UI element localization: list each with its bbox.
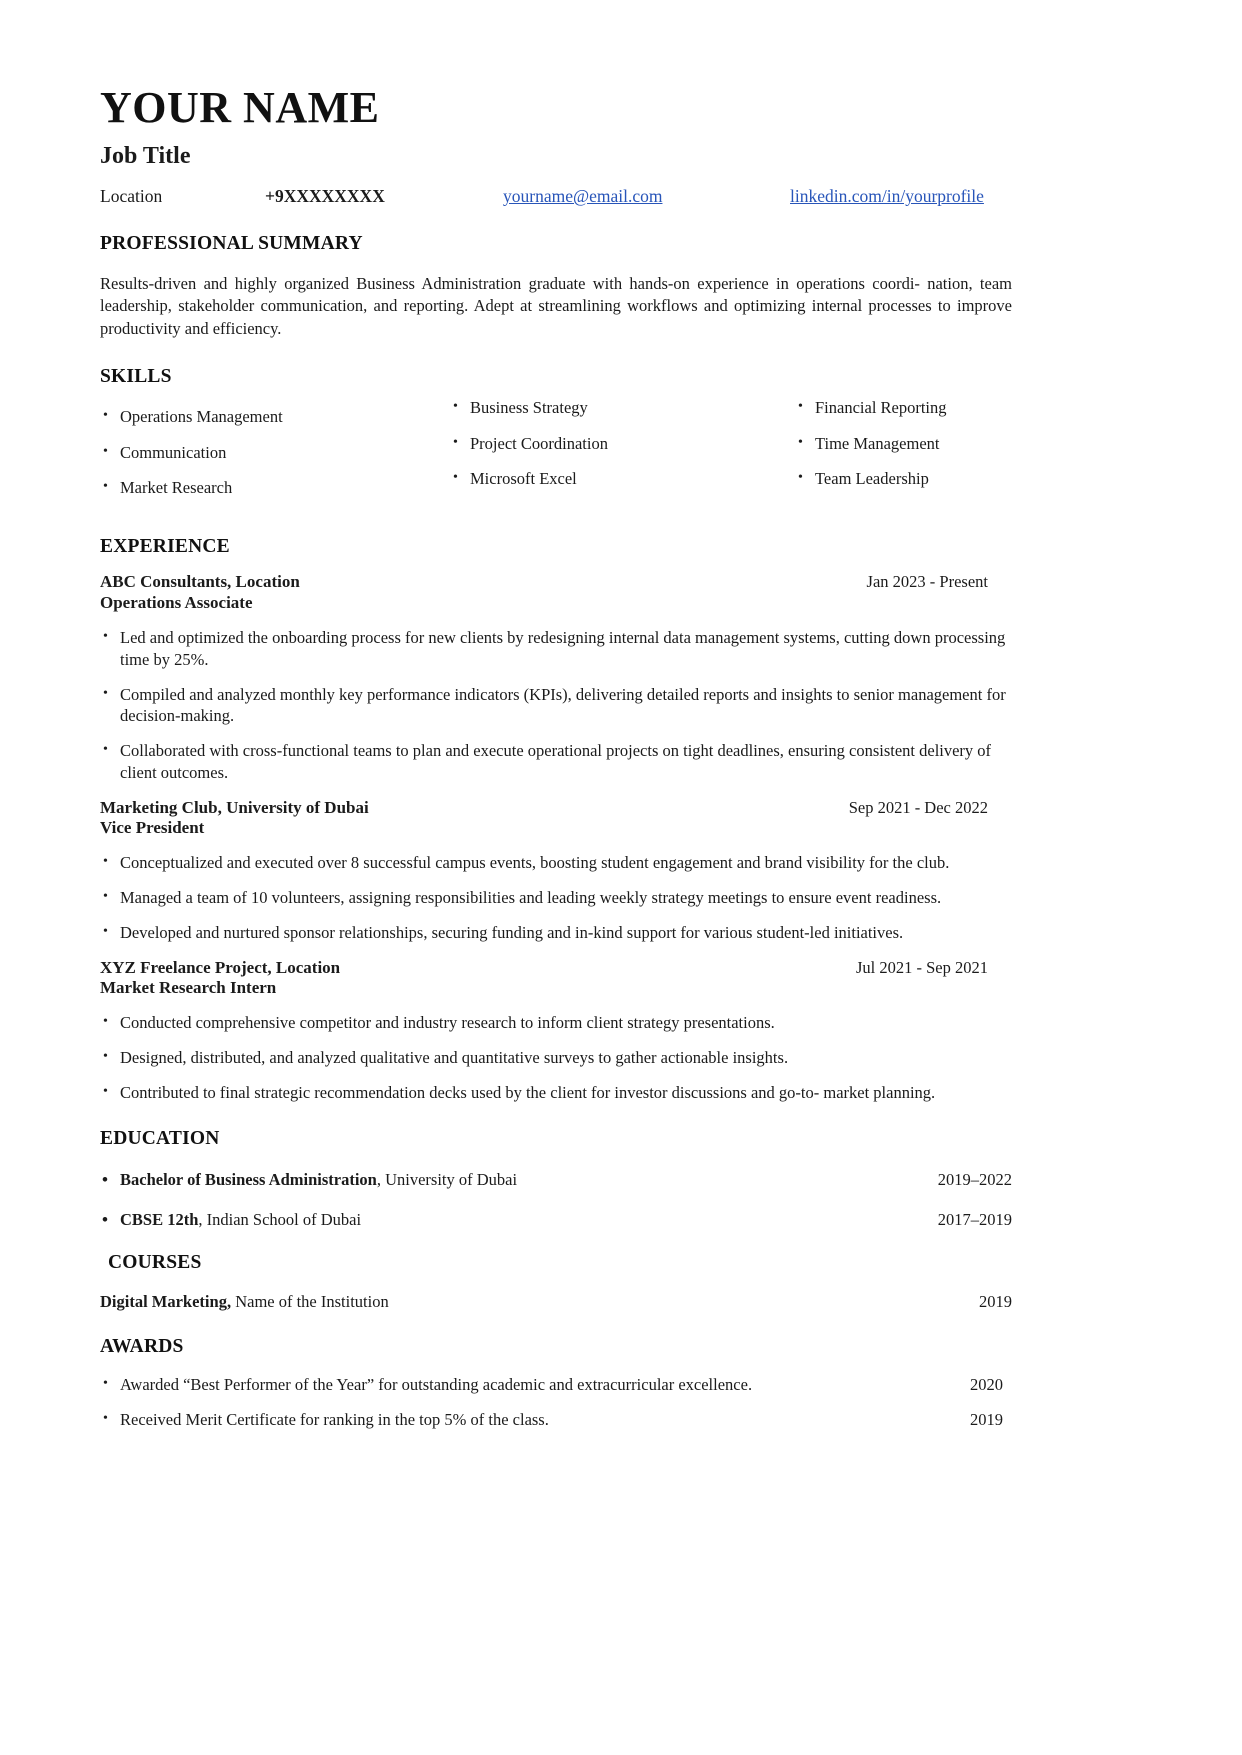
experience-bullet: • Collaborated with cross-functional teams to plan and execute operational projects on tight deadlines, ensuring consistent delivery of client outcomes. xyxy=(100,740,1012,784)
experience-section xyxy=(100,536,1012,1104)
date-range: Jul 2021 - Sep 2021 xyxy=(856,957,988,977)
education-heading: EDUCATION xyxy=(100,1127,220,1149)
experience-bullet: • Conducted comprehensive competitor and industry research to inform client strategy presentations. xyxy=(100,1012,1012,1034)
award-year: 2019 xyxy=(970,1410,1003,1430)
date-range: Jan 2023 - Present xyxy=(866,572,988,592)
experience-bullet: • Contributed to final strategic recommendation decks used by the client for investor discussions and go-to- market planning. xyxy=(100,1082,1012,1104)
education-entry xyxy=(100,1210,1012,1230)
skill-item: • Time Management xyxy=(795,434,1012,454)
award-entry xyxy=(100,1374,1012,1396)
experience-bullet: • Managed a team of 10 volunteers, assigning responsibilities and leading weekly strategy meetings to ensure event readiness. xyxy=(100,887,1012,909)
summary-heading: PROFESSIONAL SUMMARY xyxy=(100,233,363,254)
role-title: Market Research Intern xyxy=(100,978,277,998)
job-bullets xyxy=(100,627,1012,784)
award-year: 2020 xyxy=(970,1374,1003,1394)
resume-header xyxy=(100,83,1012,207)
experience-bullet: • Developed and nurtured sponsor relationships, securing funding and in-kind support for various student-led initiatives. xyxy=(100,922,1012,944)
awards-section xyxy=(100,1336,1012,1432)
skills-grid xyxy=(100,398,1012,514)
skill-item: • Financial Reporting xyxy=(795,398,1012,418)
skills-column-2 xyxy=(450,398,795,514)
experience-entry xyxy=(100,958,1012,1104)
award-text: • Received Merit Certificate for ranking in the top 5% of the class. xyxy=(100,1409,970,1431)
skill-item: • Microsoft Excel xyxy=(450,469,795,489)
company-name: Marketing Club, University of Dubai xyxy=(100,797,369,817)
skills-column-1 xyxy=(100,398,450,514)
skills-section xyxy=(100,366,1012,514)
experience-bullet: • Compiled and analyzed monthly key performance indicators (KPIs), delivering detailed reports and insights to senior management for decision-making. xyxy=(100,684,1012,728)
skill-item: • Team Leadership xyxy=(795,469,1012,489)
institution-name: , Indian School of Dubai xyxy=(198,1209,362,1229)
summary-section xyxy=(100,233,1012,340)
skill-item: • Market Research xyxy=(100,478,450,498)
experience-entry xyxy=(100,572,1012,783)
date-range: Sep 2021 - Dec 2022 xyxy=(848,797,988,817)
course-name: Digital Marketing, xyxy=(100,1291,232,1311)
job-bullets xyxy=(100,852,1012,943)
institution-name: , University of Dubai xyxy=(376,1169,518,1189)
experience-heading: EXPERIENCE xyxy=(100,536,230,558)
skill-item: • Operations Management xyxy=(100,407,450,427)
role-title: Operations Associate xyxy=(100,592,253,612)
experience-bullet: • Conceptualized and executed over 8 successful campus events, boosting student engagement and brand visibility for the club. xyxy=(100,852,1012,874)
skill-item: • Communication xyxy=(100,443,450,463)
course-entry xyxy=(100,1292,1012,1312)
contact-phone: +9XXXXXXXX xyxy=(265,186,385,206)
job-header xyxy=(100,572,1012,613)
courses-section xyxy=(100,1252,1012,1312)
degree-name: CBSE 12th xyxy=(120,1209,199,1229)
skills-column-3 xyxy=(795,398,1012,514)
education-years: 2017–2019 xyxy=(937,1209,1012,1229)
role-title: Vice President xyxy=(100,817,205,837)
company-name: XYZ Freelance Project, Location xyxy=(100,957,341,977)
contact-location: Location xyxy=(100,186,163,206)
name-heading: YOUR NAME xyxy=(100,83,380,132)
awards-heading: AWARDS xyxy=(100,1335,184,1357)
degree-name: Bachelor of Business Administration xyxy=(120,1169,377,1189)
experience-entry xyxy=(100,798,1012,944)
award-text: • Awarded “Best Performer of the Year” for outstanding academic and extracurricular excellence. xyxy=(100,1374,970,1396)
email-link[interactable]: yourname@email.com xyxy=(503,186,663,206)
bullet-icon: • xyxy=(102,1169,108,1189)
job-header xyxy=(100,798,1012,839)
bullet-icon: • xyxy=(102,1209,108,1229)
summary-text: Results-driven and highly organized Business Administration graduate with hands-on experience in operations coordi- nation, team leadership, stakeholder communication, and reporting. Adept at streamlining workflows and optimizing internal processes to improve productivity and efficiency. xyxy=(100,274,1012,338)
course-institution: Name of the Institution xyxy=(231,1291,389,1311)
job-bullets xyxy=(100,1012,1012,1103)
education-section xyxy=(100,1128,1012,1230)
job-title: Job Title xyxy=(100,143,191,169)
award-entry xyxy=(100,1409,1012,1431)
skill-item: • Project Coordination xyxy=(450,434,795,454)
job-header xyxy=(100,958,1012,999)
education-entry xyxy=(100,1170,1012,1190)
skill-item: • Business Strategy xyxy=(450,398,795,418)
course-year: 2019 xyxy=(979,1291,1012,1311)
experience-bullet: • Designed, distributed, and analyzed qualitative and quantitative surveys to gather actionable insights. xyxy=(100,1047,1012,1069)
linkedin-link[interactable]: linkedin.com/in/yourprofile xyxy=(790,186,984,206)
skills-heading: SKILLS xyxy=(100,365,172,387)
experience-bullet: • Led and optimized the onboarding process for new clients by redesigning internal data management systems, cutting down processing time by 25%. xyxy=(100,627,1012,671)
education-years: 2019–2022 xyxy=(937,1169,1012,1189)
company-name: ABC Consultants, Location xyxy=(100,572,300,592)
contact-row xyxy=(100,186,1040,207)
courses-heading: COURSES xyxy=(108,1251,202,1273)
